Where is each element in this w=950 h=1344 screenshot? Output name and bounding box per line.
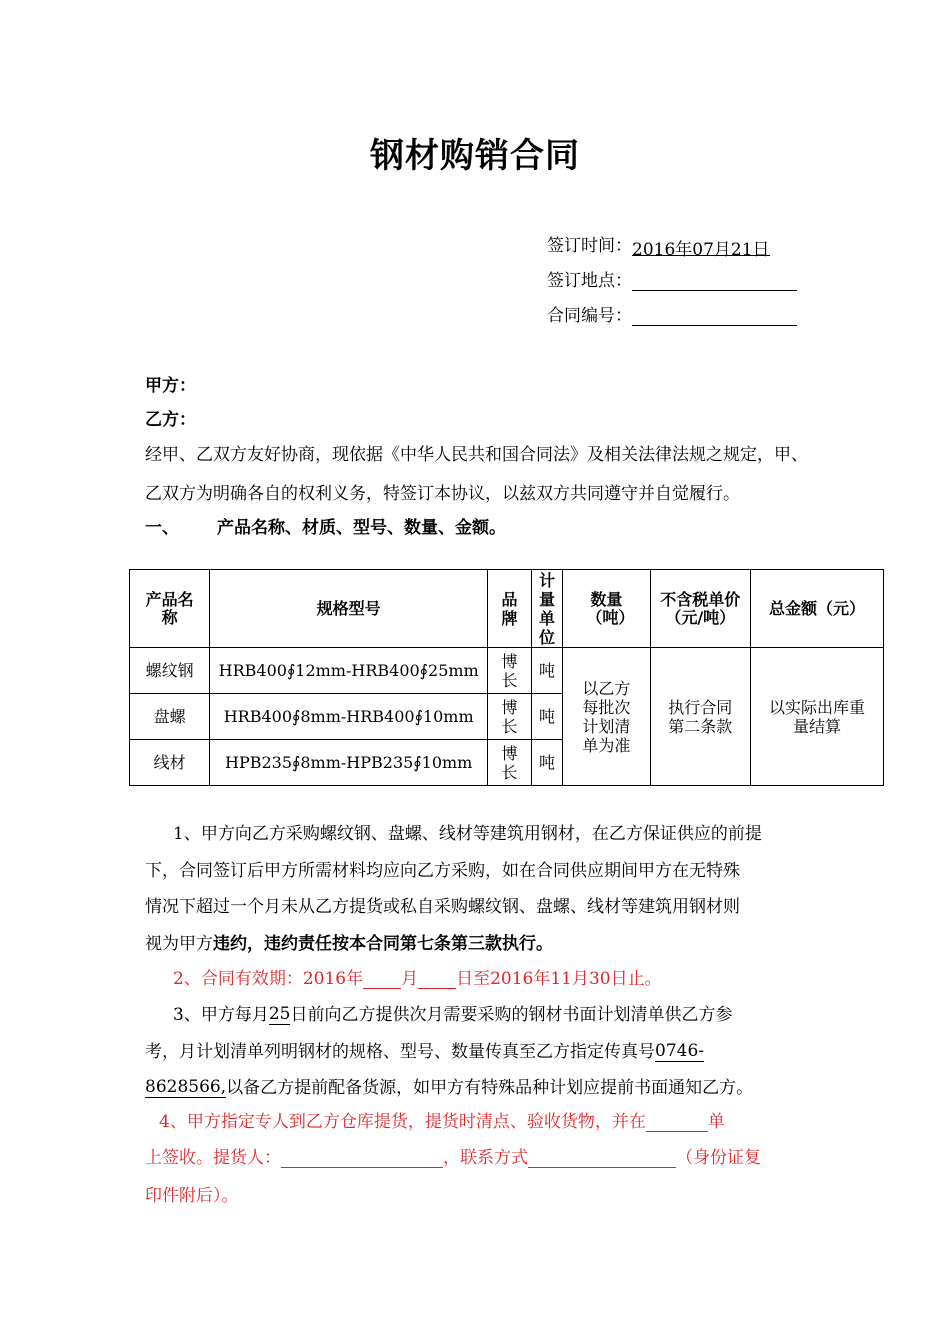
clause-4-line-2 <box>145 1143 761 1168</box>
cell-unit: 吨 <box>531 648 562 694</box>
clause-3-line-3-text: 以备乙方提前配备货源，如甲方有特殊品种计划应提前书面通知乙方。 <box>226 1078 754 1098</box>
clause-1-breach: 违约，违约责任按本合同第七条第三款执行。 <box>213 934 553 954</box>
header-quantity: 数量（吨） <box>563 570 650 648</box>
table-header-row <box>130 570 884 648</box>
clause-3-line-2 <box>145 1037 704 1062</box>
party-b: 乙方： <box>145 410 196 430</box>
clause-1-line-4 <box>145 929 553 954</box>
header-brand: 品牌 <box>488 570 532 648</box>
clause-3-day: 25 <box>268 1004 291 1024</box>
document-title: 钢材购销合同 <box>370 136 580 176</box>
sign-place-label: 签订地点： <box>547 271 632 291</box>
sign-time-value: 2016年07月21日 <box>632 235 770 256</box>
fax-number-part-1: 0746- <box>655 1041 705 1061</box>
clause-4-form: 单 <box>707 1112 725 1132</box>
contract-no-row <box>547 301 797 326</box>
clause-4-contact-label: ，联系方式 <box>443 1148 528 1168</box>
clause-3-line-2-text: 考，月计划清单列明钢材的规格、型号、数量传真至乙方指定传真号 <box>145 1042 655 1062</box>
clause-4-receiver-label: 上签收。提货人： <box>145 1148 281 1168</box>
header-unit: 计量单位 <box>531 570 562 648</box>
clause-4-line-3: 印件附后）。 <box>145 1186 239 1206</box>
sign-place-row <box>547 266 797 291</box>
clause-4-line-1 <box>159 1107 725 1132</box>
clause-2-month: 月 <box>401 969 419 989</box>
section-1-number: 一、 <box>145 518 179 538</box>
header-total: 总金额（元） <box>751 570 884 648</box>
cell-price-note: 执行合同第二条款 <box>650 648 750 786</box>
clause-1-line-1: 1、甲方向乙方采购螺纹钢、盘螺、线材等建筑用钢材，在乙方保证供应的前提 <box>173 824 762 844</box>
cell-product-name: 螺纹钢 <box>130 648 210 694</box>
section-1-title: 产品名称、材质、型号、数量、金额。 <box>217 518 506 538</box>
cell-spec: HRB400∮12mm-HRB400∮25mm <box>210 648 488 694</box>
cell-brand: 博长 <box>488 740 532 786</box>
cell-quantity-note: 以乙方每批次计划清单为准 <box>563 648 650 786</box>
clause-2 <box>173 964 662 989</box>
cell-brand: 博长 <box>488 648 532 694</box>
intro-line-1: 经甲、乙双方友好协商，现依据《中华人民共和国合同法》及相关法律法规之规定，甲、 <box>145 445 808 465</box>
cell-product-name: 盘螺 <box>130 694 210 740</box>
clause-3-line-1-end: 日前向乙方提供次月需要采购的钢材书面计划清单供乙方参 <box>290 1005 733 1025</box>
contract-no-blank <box>632 305 797 326</box>
receiver-blank <box>281 1147 443 1168</box>
product-table <box>129 569 884 786</box>
clause-3-line-1 <box>173 1000 732 1025</box>
clause-4-id-note: （身份证复 <box>676 1148 761 1168</box>
header-spec: 规格型号 <box>210 570 488 648</box>
contract-no-label: 合同编号： <box>547 306 632 326</box>
cell-unit: 吨 <box>531 740 562 786</box>
table-row <box>130 648 884 694</box>
clause-3-line-3 <box>145 1073 753 1098</box>
clause-4-form-blank <box>646 1111 708 1132</box>
party-a: 甲方： <box>145 376 196 396</box>
clause-2-start: 2、合同有效期：2016年 <box>173 969 364 989</box>
fax-number-part-2: 8628566, <box>145 1077 227 1097</box>
section-1-heading <box>145 513 506 538</box>
clause-1-line-4-start: 视为甲方 <box>145 934 213 954</box>
clause-4-start: 4、甲方指定专人到乙方仓库提货，提货时清点、验收货物，并在 <box>159 1112 646 1132</box>
intro-line-2: 乙双方为明确各自的权利义务，特签订本协议，以兹双方共同遵守并自觉履行。 <box>145 484 740 504</box>
sign-time-row <box>547 231 770 260</box>
cell-product-name: 线材 <box>130 740 210 786</box>
cell-brand: 博长 <box>488 694 532 740</box>
sign-place-blank <box>632 270 797 291</box>
clause-1-line-3: 情况下超过一个月未从乙方提货或私自采购螺纹钢、盘螺、线材等建筑用钢材则 <box>145 897 740 917</box>
header-unit-price: 不含税单价（元/吨） <box>650 570 750 648</box>
cell-total-note: 以实际出库重量结算 <box>751 648 884 786</box>
clause-2-month-blank <box>363 968 401 989</box>
clause-2-day-blank <box>418 968 456 989</box>
clause-2-end: 日至2016年11月30日止。 <box>456 969 662 989</box>
clause-3-start: 3、甲方每月 <box>173 1005 269 1025</box>
cell-spec: HRB400∮8mm-HRB400∮10mm <box>210 694 488 740</box>
contact-blank <box>528 1147 676 1168</box>
sign-time-label: 签订时间： <box>547 236 632 256</box>
clause-1-line-2: 下，合同签订后甲方所需材料均应向乙方采购，如在合同供应期间甲方在无特殊 <box>145 861 740 881</box>
cell-unit: 吨 <box>531 694 562 740</box>
header-product-name: 产品名称 <box>130 570 210 648</box>
cell-spec: HPB235∮8mm-HPB235∮10mm <box>210 740 488 786</box>
